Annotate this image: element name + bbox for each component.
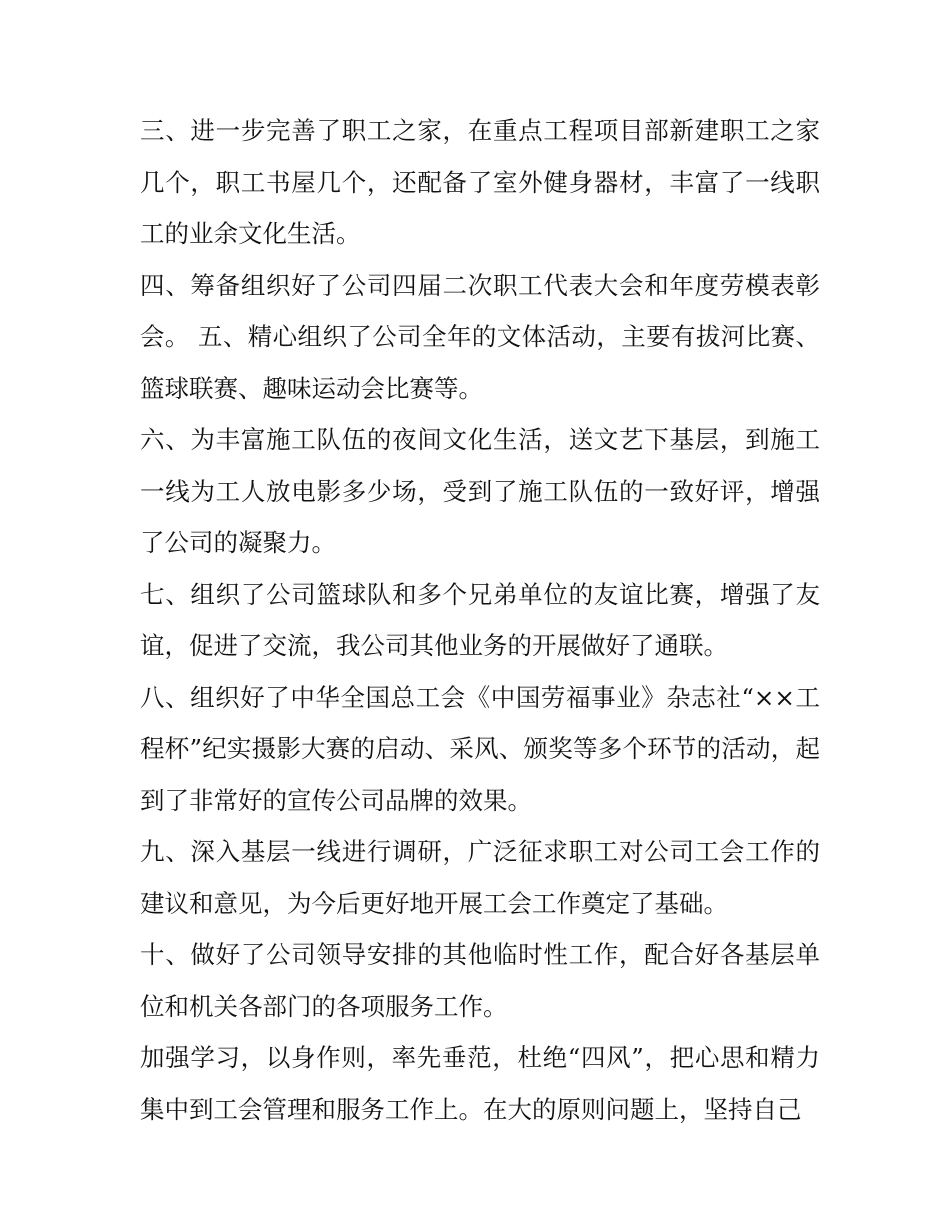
paragraph-staff-home: 三、进一步完善了职工之家，在重点工程项目部新建职工之家几个，职工书屋几个，还配备了室外健身器材，丰富了一线职工的业余文化生活。 [140,116,820,248]
paragraph-grassroots-research: 九、深入基层一线进行调研，广泛征求职工对公司工会工作的建议和意见，为今后更好地开展工会工作奠定了基础。 [140,837,820,918]
paragraph-strengthen-study: 加强学习，以身作则，率先垂范，杜绝“四风”，把心思和精力集中到工会管理和服务工作上。在大的原则问题上，坚持自己 [140,1043,820,1124]
paragraph-congress-and-sports: 四、筹备组织好了公司四届二次职工代表大会和年度劳模表彰会。 五、精心组织了公司全年的文体活动，主要有拔河比赛、篮球联赛、趣味运动会比赛等。 [140,270,820,403]
paragraph-night-culture: 六、为丰富施工队伍的夜间文化生活，送文艺下基层，到施工一线为工人放电影多少场，受到了施工队伍的一致好评，增强了公司的凝聚力。 [140,425,820,557]
paragraph-photo-contest: 八、组织好了中华全国总工会《中国劳福事业》杂志社“××工程杯”纪实摄影大赛的启动、采风、颁奖等多个环节的活动，起到了非常好的宣传公司品牌的效果。 [140,682,820,815]
paragraph-basketball-friendship: 七、组织了公司篮球队和多个兄弟单位的友谊比赛，增强了友谊，促进了交流，我公司其他业务的开展做好了通联。 [140,579,820,660]
document-body [140,105,820,1135]
paragraph-temporary-work: 十、做好了公司领导安排的其他临时性工作，配合好各基层单位和机关各部门的各项服务工作。 [140,940,820,1021]
